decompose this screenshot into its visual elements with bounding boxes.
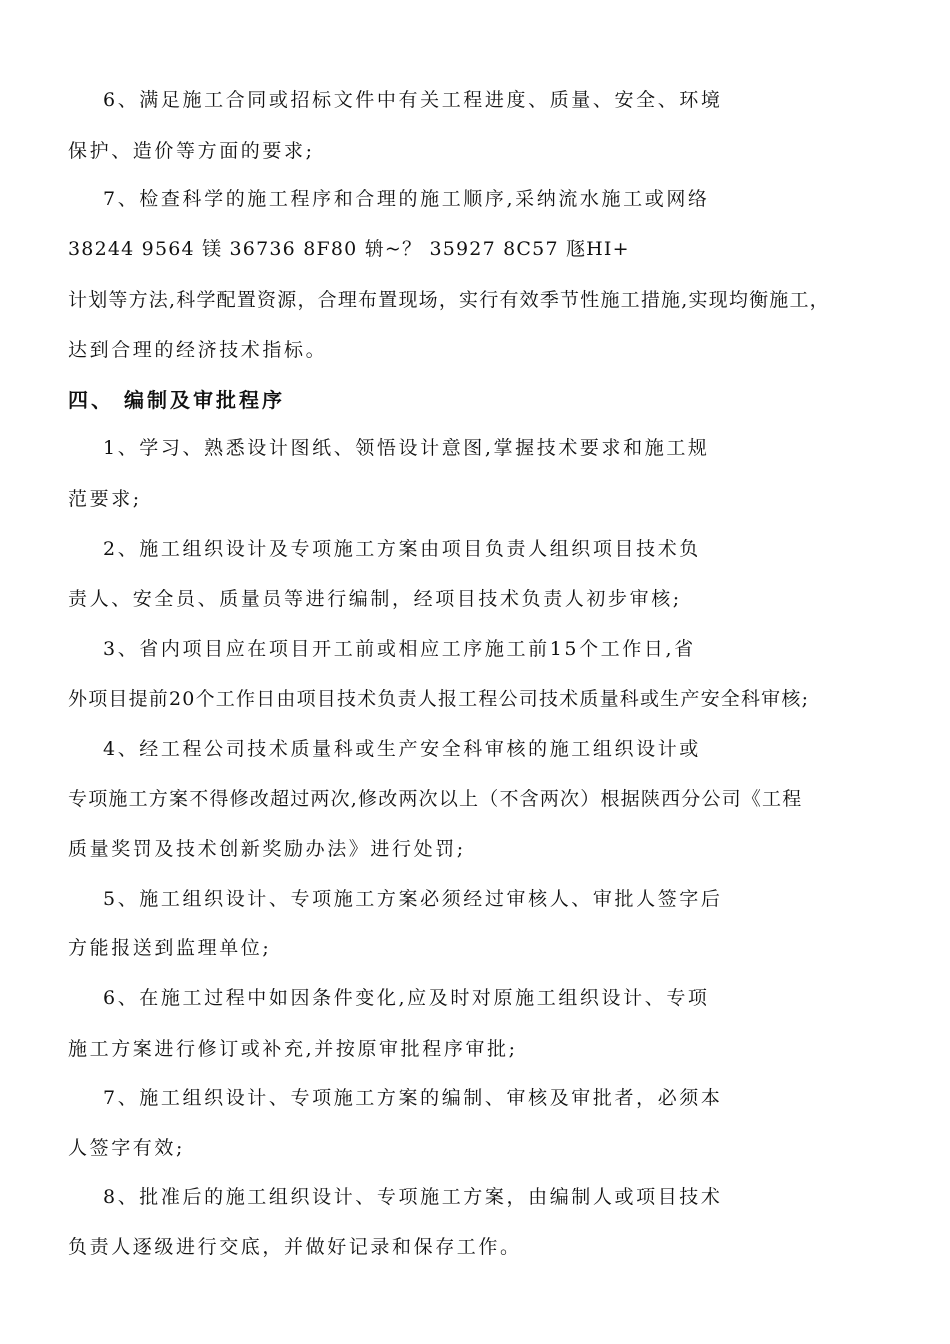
paragraph-line: 责人、安全员、质量员等进行编制，经项目技术负责人初步审核;	[68, 588, 682, 610]
paragraph-line: 1、学习、熟悉设计图纸、领悟设计意图,掌握技术要求和施工规	[103, 437, 710, 459]
paragraph-line: 达到合理的经济技术指标。	[68, 339, 328, 361]
paragraph-line: 2、施工组织设计及专项施工方案由项目负责人组织项目技术负	[103, 538, 701, 560]
paragraph-line: 范要求;	[68, 488, 142, 510]
paragraph-line: 保护、造价等方面的要求;	[68, 140, 315, 162]
paragraph-line: 负责人逐级进行交底，并做好记录和保存工作。	[68, 1236, 522, 1258]
paragraph-line: 7、施工组织设计、专项施工方案的编制、审核及审批者，必须本	[103, 1087, 723, 1109]
paragraph-line: 6、在施工过程中如因条件变化,应及时对原施工组织设计、专项	[103, 987, 710, 1009]
paragraph-line: 4、经工程公司技术质量科或生产安全科审核的施工组织设计或	[103, 738, 701, 760]
paragraph-line: 质量奖罚及技术创新奖励办法》进行处罚;	[68, 838, 466, 860]
paragraph-line: 8、批准后的施工组织设计、专项施工方案，由编制人或项目技术	[103, 1186, 723, 1208]
paragraph-line: 人签字有效;	[68, 1137, 186, 1159]
paragraph-line: 6、满足施工合同或招标文件中有关工程进度、质量、安全、环境	[103, 89, 723, 111]
paragraph-line: 5、施工组织设计、专项施工方案必须经过审核人、审批人签字后	[103, 888, 723, 910]
paragraph-line: 7、检查科学的施工程序和合理的施工顺序,采纳流水施工或网络	[103, 188, 710, 210]
paragraph-line: 施工方案进行修订或补充,并按原审批程序审批;	[68, 1038, 518, 1060]
paragraph-line: 3、省内项目应在项目开工前或相应工序施工前15个工作日,省	[103, 638, 696, 660]
paragraph-line: 方能报送到监理单位;	[68, 937, 272, 959]
paragraph-line: 专项施工方案不得修改超过两次,修改两次以上（不含两次）根据陕西分公司《工程	[68, 788, 803, 810]
paragraph-line: 外项目提前20个工作日由项目技术负责人报工程公司技术质量科或生产安全科审核;	[68, 688, 810, 710]
section-heading: 四、 编制及审批程序	[68, 388, 285, 412]
paragraph-line: 计划等方法,科学配置资源，合理布置现场，实行有效季节性施工措施,实现均衡施工，	[68, 289, 830, 311]
garbled-text-line: 38244 9564 镁 36736 8F80 辀~？ 35927 8C57 豗HI+	[68, 238, 630, 260]
